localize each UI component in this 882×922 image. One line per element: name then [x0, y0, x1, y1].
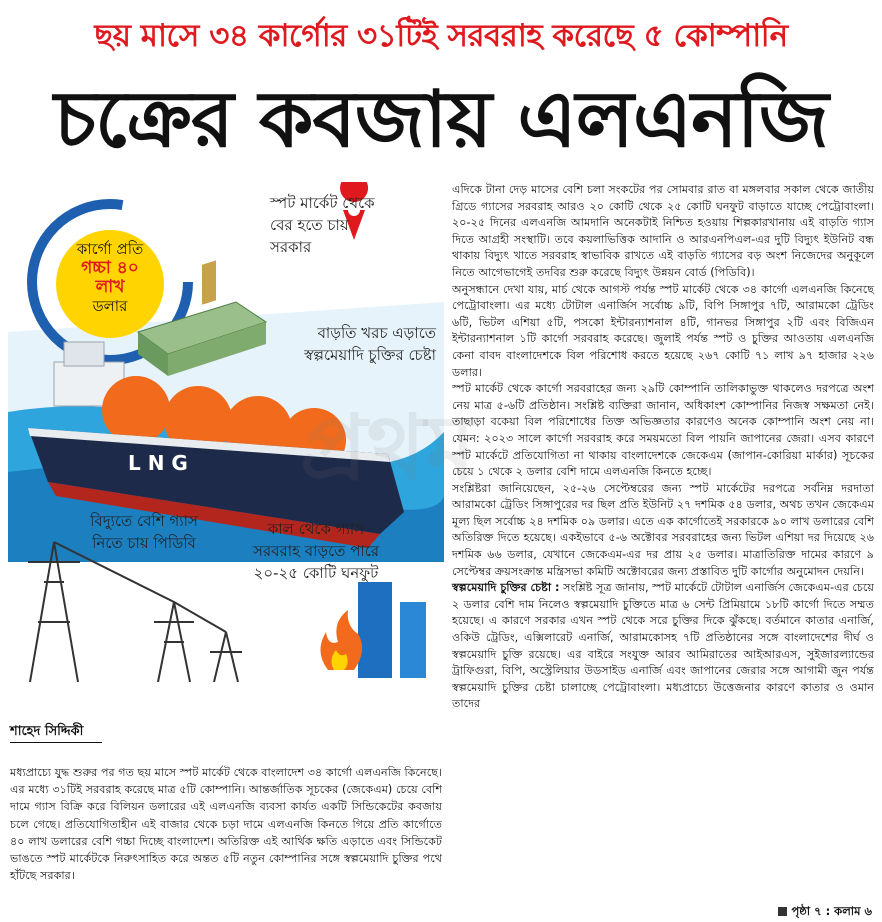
- article-intro: [10, 764, 442, 884]
- body-paragraph: [452, 580, 874, 713]
- callout-gas-supply: কাল থেকে গ্যাস সরবরাহ বাড়তে পারে ২০-২৫ কোটি ঘনফুট: [252, 520, 380, 582]
- badge-highlight: লাখ: [95, 277, 125, 297]
- sub-heading-text: সংশ্লিষ্ট সূত্র জানায়, স্পট মার্কেটে টোটাল এনার্জিস জেকেএম-এর চেয়ে ২ ডলার বেশি দাম নিলেও স্বল্পমেয়াদি চুক্তিতে মাত্র ৬ সেন্ট প্রিমিয়ামে ১৮টি কার্গো দিতে সম্মত হয়েছে। এ কারণে সরকার এখন স্পট থেকে সরে চুক্তির দিকে ঝুঁকছে। বর্তমানে কাতার এনার্জি, ওকিউ ট্রেডিং, এক্সিলারেট এনার্জি, আরামকোসহ ৭টি প্রতিষ্ঠানের সঙ্গে বাংলাদেশের দীর্ঘ ও স্বল্পমেয়াদি চুক্তি রয়েছে। এর বাইরে সংযুক্ত আরব আমিরাতের আইআরএস, সুইজারল্যান্ডের ট্রাফিগুরা, বিপি, অস্ট্রেলিয়ার উডসাইড এনার্জি এবং জাপানের জেরার সঙ্গে আগামী জুন পর্যন্ত স্বল্পমেয়াদি চুক্তির চেষ্টা চালাচ্ছে পেট্রোবাংলা। মধ্যপ্রাচ্যে উত্তেজনার কারণে কাতার ও ওমান তাদের: [452, 581, 874, 711]
- callout-extra-cost: বাড়তি খরচ এড়াতে স্বল্পমেয়াদি চুক্তির চেষ্টা: [304, 324, 436, 364]
- headline: চক্রের কবজায় এলএনজি: [54, 75, 828, 165]
- article-continued: [452, 182, 874, 713]
- body-paragraph: এদিকে টানা দেড় মাসের বেশি চলা সংকটের পর সোমবার রাত বা মঙ্গলবার সকাল থেকে জাতীয় গ্রিডে গ্যাসের সরবরাহ আরও ২০ কোটি থেকে ২৫ কোটি ঘনফুট বাড়াতে যাচ্ছে পেট্রোবাংলা। ২০-২৫ দিনের এলএনজি আমদানি অনেকটাই নিশ্চিত হওয়ায় শিল্পকারখানায় এই বাড়তি গ্যাস দিতে আগ্রহী সংস্থাটি। তবে কয়লাভিত্তিক আদানি ও আরএনপিএল-এর দুটি বিদ্যুৎ ইউনিট বন্ধ থাকায় বিদ্যুৎ খাতে সরবরাহ স্বাভাবিক রাখতে এই বাড়তি গ্যাসের বড় অংশ নিজেদের অনুকূলে নিতে আগেভাগেই তদবির শুরু করেছে বিদ্যুৎ উন্নয়ন বোর্ড (পিডিবি)।: [452, 183, 874, 279]
- kicker: ছয় মাসে ৩৪ কার্গোর ৩১টিই সরবরাহ করেছে ৫ কোম্পানি: [94, 18, 788, 54]
- badge-line: ডলার: [92, 297, 128, 315]
- byline-rule: [10, 742, 102, 743]
- intro-paragraph: মধ্যপ্রাচ্যে যুদ্ধ শুরুর পর গত ছয় মাসে স্পট মার্কেট থেকে বাংলাদেশ ৩৪ কার্গো এলএনজি কিনেছে। এর মধ্যে ৩১টিই সরবরাহ করেছে মাত্র ৫টি কোম্পানি। আন্তর্জাতিক সূচকের (জেকেএম) চেয়ে বেশি দামে গ্যাস বিক্রি করে বিলিয়ন ডলারের এই এলএনজি ব্যবসা কার্যত একটি সিন্ডিকেটের কবজায় চলে গেছে। প্রতিযোগিতাহীন এই বাজার থেকে চড়া দামে এলএনজি কিনতে গিয়ে প্রতি কার্গোতে ৪০ লাখ ডলারের বেশি গচ্চা দিচ্ছে বাংলাদেশ। অতিরিক্ত এই আর্থিক ক্ষতি এড়াতে এবং সিন্ডিকেট ভাঙতে স্পট মার্কেটকে নিরুৎসাহিত করে অন্তত ৫টি নতুন কোম্পানির সঙ্গে স্বল্পমেয়াদি চুক্তির পথে হাঁটছে সরকার।: [10, 766, 442, 883]
- jump-square-icon: [778, 907, 787, 916]
- byline: শাহেদ সিদ্দিকী: [10, 724, 84, 739]
- continued-on: [778, 903, 872, 922]
- watermark: প্রথম: [300, 396, 476, 501]
- badge-highlight: গচ্চা ৪০: [81, 258, 139, 278]
- ship-label: L N G: [128, 451, 188, 475]
- jump-label: পৃষ্ঠা ৭ : কলাম ৬: [791, 904, 872, 918]
- sub-heading: স্বল্পমেয়াদি চুক্তির চেষ্টা :: [452, 581, 560, 595]
- callout-power: বিদ্যুতে বেশি গ্যাস নিতে চায় পিডিবি: [90, 512, 198, 552]
- callout-spot-market: স্পট মার্কেট থেকে বের হতে চায় সরকার: [270, 194, 375, 256]
- badge-line: কার্গো প্রতি: [76, 240, 144, 258]
- body-paragraph: স্পট মার্কেট থেকে কার্গো সরবরাহের জন্য ২৯টি কোম্পানি তালিকাভুক্ত থাকলেও দরপত্রে অংশ নেয় মাত্র ৫-৬টি প্রতিষ্ঠান। সংশ্লিষ্ট ব্যক্তিরা জানান, অধিকাংশ কোম্পানির নিজস্ব সক্ষমতা নেই। তাছাড়া বকেয়া বিল পরিশোধের তিক্ত অভিজ্ঞতার কারণেও অনেক কোম্পানি অংশ নেয় না। যেমন: ২০২৩ সালে কার্গো সরবরাহ করে সময়মতো বিল পায়নি জাপানের জেরা। এসব কারণে স্পট মার্কেটে প্রতিযোগিতা না থাকায় বাংলাদেশকে জেকেএম (জাপান-কোরিয়া মার্কার) সূচকের চেয়ে ১ থেকে ২ ডলার বেশি দামে এলএনজি কিনতে হচ্ছে।: [452, 382, 874, 479]
- body-paragraph: অনুসন্ধানে দেখা যায়, মার্চ থেকে আগস্ট পর্যন্ত স্পট মার্কেট থেকে ৩৪ কার্গো এলএনজি কিনেছে পেট্রোবাংলা। এর মধ্যে টোটাল এনার্জিস সর্বোচ্চ ৯টি, বিপি সিঙ্গাপুর ৭টি, আরামকো ট্রেডিং ৬টি, ভিটল এশিয়া ৫টি, পসকো ইন্টারন্যাশনাল ৪টি, গানভর সিঙ্গাপুর ২টি এবং বিজিএন ইন্টারন্যাশনাল ১টি কার্গো সরবরাহ করেছে। জুলাই পর্যন্ত স্পট ও চুক্তির আওতায় এলএনজি কেনা বাবদ বাংলাদেশকে বিল পরিশোধ করতে হয়েছে ২৬৭ কোটি ৭১ লাখ ৯৭ হাজার ২২৬ ডলার।: [452, 282, 874, 379]
- body-paragraph: সংশ্লিষ্টরা জানিয়েছেন, ২৫-২৬ সেপ্টেম্বরের জন্য স্পট মার্কেটের দরপত্রে সর্বনিম্ন দরদাতা আরামকো ট্রেডিং সিঙ্গাপুরের দর ছিল প্রতি ইউনিট ২৭ দশমিক ৫৪ ডলার, অথচ তখন জেকেএম মূল্য ছিল সর্বোচ্চ ২৪ দশমিক ০৯ ডলার। এতে এক কার্গোতেই সরকারকে ৯০ লাখ ডলারের বেশি অতিরিক্ত দিতে হয়েছে। একইভাবে ৫-৬ অক্টোবর সরবরাহের জন্য ভিটল এশিয়া দর দিয়েছে ২৬ দশমিক ৬৬ ডলার, যেখানে জেকেএম-এর দর প্রায় ২৫ ডলার। মাত্রাতিরিক্ত দামের কারণে ৯ সেপ্টেম্বর ক্রয়সংক্রান্ত মন্ত্রিসভা কমিটি অক্টোবরের জন্য প্রস্তাবিত দুটি কার্গোর অনুমোদন দেয়নি।: [452, 481, 874, 578]
- cost-badge: [56, 230, 164, 338]
